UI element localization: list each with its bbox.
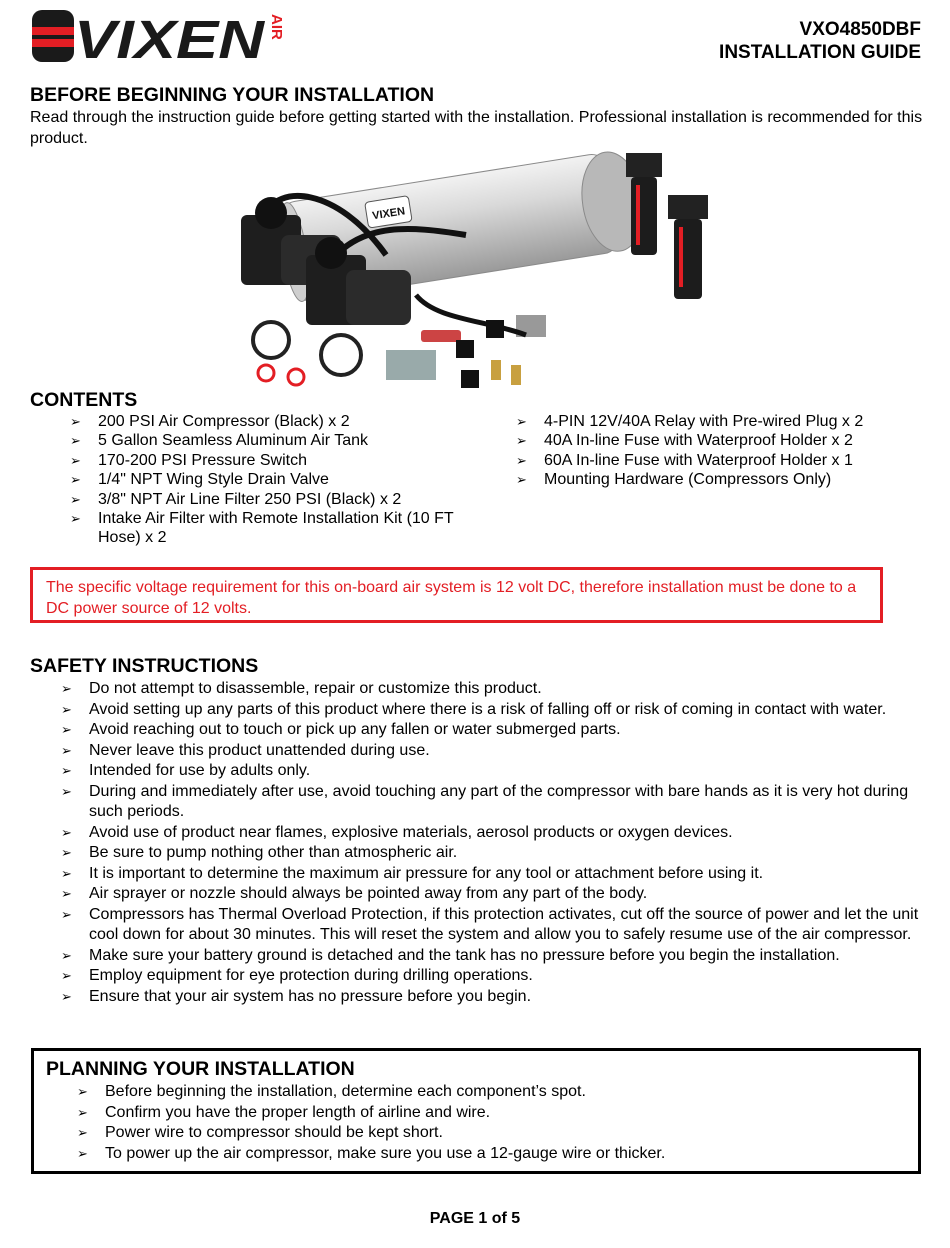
before-section-text: Read through the instruction guide before getting started with the installation. Professional installation is recommended for this product. [30,109,923,147]
contents-item-text: Mounting Hardware (Compressors Only) [544,471,832,489]
contents-item-text: 5 Gallon Seamless Aluminum Air Tank [98,432,369,450]
contents-item-text: Intake Air Filter with Remote Installation Kit (10 FT Hose) x 2 [98,510,454,547]
safety-item [61,679,919,700]
bullet-arrow-icon: ➢ [61,783,72,799]
safety-item [61,884,919,905]
contents-list-right [516,412,924,490]
safety-item [61,720,919,741]
product-kit-image [236,145,726,390]
contents-item-text: 1/4" NPT Wing Style Drain Valve [98,471,329,489]
safety-item-text: Intended for use by adults only. [89,762,311,779]
contents-item [70,509,478,548]
safety-item [61,966,919,987]
bullet-arrow-icon: ➢ [70,433,81,449]
contents-item-text: 40A In-line Fuse with Waterproof Holder x 2 [544,432,853,450]
safety-item-text: Avoid reaching out to touch or pick up any fallen or water submerged parts. [89,721,621,738]
safety-item [61,864,919,885]
safety-item-text: Ensure that your air system has no pressure before you begin. [89,987,532,1005]
document-id [719,18,921,64]
safety-item-text: During and immediately after use, avoid touching any part of the compressor with bare hands as it is very hot during such periods. [89,782,909,820]
bullet-arrow-icon: ➢ [77,1125,88,1140]
safety-item-text: It is important to determine the maximum air pressure for any tool or attachment before using it. [89,864,764,882]
bullet-arrow-icon: ➢ [61,968,72,983]
before-section-title: BEFORE BEGINNING YOUR INSTALLATION [30,84,435,106]
planning-item [77,1103,905,1124]
bullet-arrow-icon: ➢ [61,742,72,758]
safety-title: SAFETY INSTRUCTIONS [30,655,259,677]
bullet-arrow-icon: ➢ [61,681,72,696]
bullet-arrow-icon: ➢ [61,845,72,860]
doc-code: VXO4850DBF [799,19,921,40]
bullet-arrow-icon: ➢ [70,452,81,468]
bullet-arrow-icon: ➢ [61,722,72,737]
safety-item [61,987,919,1008]
contents-item [516,431,924,450]
contents-item [70,490,478,509]
bullet-arrow-icon: ➢ [70,472,81,488]
bullet-arrow-icon: ➢ [61,906,72,922]
bullet-arrow-icon: ➢ [61,947,72,963]
safety-item-text: Make sure your battery ground is detached and the tank has no pressure before you begin the installation. [89,946,840,964]
bullet-arrow-icon: ➢ [61,824,72,840]
bullet-arrow-icon: ➢ [516,414,527,429]
contents-item [516,412,924,431]
planning-list [77,1082,905,1164]
planning-item-text: Before beginning the installation, determine each component’s spot. [105,1083,586,1100]
bullet-arrow-icon: ➢ [61,701,72,717]
safety-item-text: Employ equipment for eye protection during drilling operations. [89,967,533,984]
page-number: PAGE 1 of 5 [429,1210,521,1227]
bullet-arrow-icon: ➢ [516,433,527,449]
bullet-arrow-icon: ➢ [70,491,81,507]
bullet-arrow-icon: ➢ [516,472,527,488]
safety-item-text: Air sprayer or nozzle should always be pointed away from any part of the body. [89,885,648,902]
bullet-arrow-icon: ➢ [77,1145,88,1161]
contents-item-text: 170-200 PSI Pressure Switch [98,451,307,469]
contents-item [70,412,478,431]
safety-item [61,905,919,946]
contents-item [70,451,478,470]
logo-text: VIXEN [74,10,266,66]
contents-item [70,470,478,489]
voltage-warning-text: The specific voltage requirement for this on-board air system is 12 volt DC, therefore installation must be done to a DC power source of 12 volts. [46,579,857,617]
bullet-arrow-icon: ➢ [61,988,72,1004]
bullet-arrow-icon: ➢ [77,1104,88,1120]
bullet-arrow-icon: ➢ [70,511,81,527]
planning-item [77,1123,905,1144]
planning-item [77,1144,905,1165]
safety-item-text: Avoid setting up any parts of this product where there is a risk of falling off or risk of coming in contact with water. [89,700,887,718]
contents-item [516,470,924,489]
safety-item [61,843,919,864]
air-filter-illustration [626,153,708,299]
contents-item [70,431,478,450]
bullet-arrow-icon: ➢ [70,414,81,429]
safety-item-text: Avoid use of product near flames, explosive materials, aerosol products or oxygen devices. [89,823,733,841]
safety-item [61,946,919,967]
contents-item [516,451,924,470]
safety-item [61,823,919,844]
vixen-air-logo [30,8,290,66]
safety-item [61,761,919,782]
contents-list-left [70,412,478,548]
voltage-warning-box [30,567,883,623]
contents-item-text: 4-PIN 12V/40A Relay with Pre-wired Plug x 2 [544,413,864,430]
planning-item-text: Power wire to compressor should be kept short. [105,1124,443,1141]
safety-item-text: Do not attempt to disassemble, repair or customize this product. [89,680,542,697]
accessories-illustration [253,320,521,388]
bullet-arrow-icon: ➢ [61,763,72,778]
bullet-arrow-icon: ➢ [61,865,72,881]
planning-item-text: Confirm you have the proper length of airline and wire. [105,1103,491,1121]
contents-title: CONTENTS [30,389,138,411]
logo-sub: AIR [268,14,285,40]
doc-title: INSTALLATION GUIDE [719,42,921,63]
safety-item [61,741,919,762]
bullet-arrow-icon: ➢ [77,1084,88,1099]
planning-item-text: To power up the air compressor, make sure you use a 12-gauge wire or thicker. [105,1144,666,1162]
safety-item-text: Compressors has Thermal Overload Protection, if this protection activates, cut off the source of power and let the unit cool down for about 30 minutes. This will reset the system and allow you to safely resume use of the air compressor. [89,905,919,943]
contents-item-text: 60A In-line Fuse with Waterproof Holder x 1 [544,451,853,469]
safety-list [61,679,919,1007]
bullet-arrow-icon: ➢ [61,886,72,901]
planning-title: PLANNING YOUR INSTALLATION [46,1058,355,1080]
bullet-arrow-icon: ➢ [516,452,527,468]
contents-item-text: 3/8" NPT Air Line Filter 250 PSI (Black) x 2 [98,490,402,508]
safety-item [61,782,919,823]
contents-item-text: 200 PSI Air Compressor (Black) x 2 [98,413,350,430]
planning-item [77,1082,905,1103]
safety-item-text: Never leave this product unattended during use. [89,741,430,759]
safety-item [61,700,919,721]
safety-item-text: Be sure to pump nothing other than atmospheric air. [89,844,458,861]
tank-label: VIXEN [371,205,406,223]
